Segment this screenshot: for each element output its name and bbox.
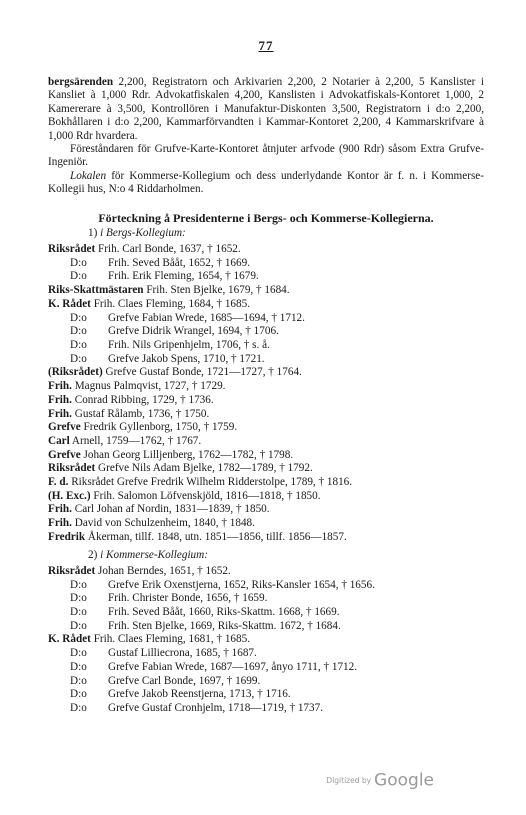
entry-text: Johan Berndes, 1651, † 1652. xyxy=(95,564,231,577)
list-item xyxy=(48,435,484,449)
entry-title: D:o xyxy=(70,578,87,591)
list-item xyxy=(48,688,484,702)
list-item xyxy=(48,579,484,593)
entry-title: D:o xyxy=(70,270,87,283)
paragraph-lokalen xyxy=(48,170,484,197)
list-item xyxy=(48,476,484,490)
entry-text: Frih. Claes Fleming, 1681, † 1685. xyxy=(90,633,251,646)
paragraph-lead: bergsärenden xyxy=(48,76,114,88)
google-watermark: Digitized by Google xyxy=(326,770,434,791)
list-item xyxy=(48,462,484,476)
section-heading: Förteckning å Presidenterne i Bergs- och Kommerse-Kollegierna. xyxy=(98,210,434,225)
entry-text: Arnell, 1759—1762, † 1767. xyxy=(69,434,202,447)
entry-text: Frih. Salomon Löfvenskjöld, 1816—1818, † 1850. xyxy=(90,489,321,502)
entry-title: Frih. xyxy=(48,380,72,393)
entry-text: Grefve Jakob Spens, 1710, † 1721. xyxy=(108,352,265,365)
list-item xyxy=(48,270,484,284)
document-page xyxy=(48,38,484,716)
list-item xyxy=(48,408,484,422)
entry-text: Grefve Carl Bonde, 1697, † 1699. xyxy=(108,674,261,687)
list-item xyxy=(48,257,484,271)
entry-title: Grefve xyxy=(48,448,81,461)
list-item xyxy=(48,243,484,257)
president-list-kommerse xyxy=(48,565,484,716)
entry-title: D:o xyxy=(70,619,87,632)
entry-title: Grefve xyxy=(48,421,81,434)
entry-title: F. d. xyxy=(48,476,69,489)
list-item xyxy=(48,298,484,312)
google-logo: Google xyxy=(374,770,434,791)
entry-title: Riksrådet xyxy=(48,462,96,475)
entry-title: Riks-Skattmästaren xyxy=(48,284,144,297)
entry-text: Grefve Fabian Wrede, 1685—1694, † 1712. xyxy=(108,311,305,324)
list-item xyxy=(48,312,484,326)
list-item xyxy=(48,490,484,504)
list-item xyxy=(48,503,484,517)
entry-title: D:o xyxy=(70,660,87,673)
entry-text: Frih. Sten Bjelke, 1679, † 1684. xyxy=(143,284,290,297)
entry-title: D:o xyxy=(70,606,87,619)
entry-text: Carl Johan af Nordin, 1831—1839, † 1850. xyxy=(71,503,270,516)
list-item xyxy=(48,449,484,463)
list-item xyxy=(48,531,484,545)
paragraph-text: för Kommerse-Kollegium och dess underlydande Kontor är f. n. i Kommerse-Kollegii hus, N:o 4 Riddarholmen. xyxy=(48,169,484,196)
entry-text: Grefve Erik Oxenstjerna, 1652, Riks-Kansler 1654, † 1656. xyxy=(108,578,375,591)
entry-text: Grefve Jakob Reenstjerna, 1713, † 1716. xyxy=(108,688,291,701)
entry-text: Frih. Claes Fleming, 1684, † 1685. xyxy=(90,297,251,310)
entry-text: Åkerman, tillf. 1848, utn. 1851—1856, tillf. 1856—1857. xyxy=(85,530,347,543)
list-item xyxy=(48,675,484,689)
entry-title: D:o xyxy=(70,688,87,701)
list-item xyxy=(48,606,484,620)
list-item xyxy=(48,517,484,531)
entry-text: Magnus Palmqvist, 1727, † 1729. xyxy=(71,380,226,393)
list-item xyxy=(48,633,484,647)
entry-text: Grefve Gustaf Cronhjelm, 1718—1719, † 1737. xyxy=(108,701,324,714)
entry-title: D:o xyxy=(70,674,87,687)
list-item xyxy=(48,339,484,353)
list-item xyxy=(48,565,484,579)
entry-title: Frih. xyxy=(48,503,72,516)
paragraph-grufve xyxy=(48,143,484,170)
entry-title: Fredrik xyxy=(48,530,86,543)
entry-title: Frih. xyxy=(48,517,72,530)
entry-text: Gustaf Lilliecrona, 1685, † 1687. xyxy=(108,647,257,660)
entry-title: (Riksrådet) xyxy=(48,366,103,379)
entry-text: Conrad Ribbing, 1729, † 1736. xyxy=(71,393,214,406)
list-item xyxy=(48,353,484,367)
entry-text: Frih. Erik Fleming, 1654, † 1679. xyxy=(108,270,259,283)
list-item xyxy=(48,620,484,634)
entry-text: Frih. Carl Bonde, 1637, † 1652. xyxy=(95,243,241,256)
entry-text: Grefve Gustaf Bonde, 1721—1727, † 1764. xyxy=(102,366,302,379)
entry-title: K. Rådet xyxy=(48,633,91,646)
entry-text: Frih. Sten Bjelke, 1669, Riks-Skattm. 1672, † 1684. xyxy=(108,619,341,632)
entry-text: Riksrådet Grefve Fredrik Wilhelm Ridderstolpe, 1789, † 1816. xyxy=(68,476,353,489)
entry-title: D:o xyxy=(70,325,87,338)
entry-text: Johan Georg Lilljenberg, 1762—1782, † 1798. xyxy=(80,448,294,461)
entry-title: (H. Exc.) xyxy=(48,489,91,502)
entry-text: Frih. Christer Bonde, 1656, † 1659. xyxy=(108,592,268,605)
paragraph-salaries xyxy=(48,76,484,143)
subsection-title-kommerse: 2) i Kommerse-Kollegium: xyxy=(88,548,208,561)
list-item xyxy=(48,380,484,394)
entry-text: Frih. Seved Bååt, 1652, † 1669. xyxy=(108,256,251,269)
entry-title: D:o xyxy=(70,647,87,660)
entry-text: Grefve Nils Adam Bjelke, 1782—1789, † 1792. xyxy=(95,462,313,475)
paragraph-text: 2,200, Registratorn och Arkivarien 2,200, 2 Notarier à 2,200, 5 Kanslister i Kansliet à 1,000 Rdr. Advokatfiskalen 4,200, Kanslisten i Advokatfiskals-Kontoret 1,000, 2 Kamererare à 3,500, Kontrollören i Manufaktur-Diskonten 3,500, Registratorn i d:o 2,200, Bokhållaren i d:o 2,200, Kammarförvandten i Kammar-Kontoret 2,200, 4 Kammarskrifvare à 1,000 Rdr hvardera. xyxy=(48,76,484,142)
entry-title: Riksrådet xyxy=(48,564,96,577)
list-item xyxy=(48,421,484,435)
paragraph-text: Föreståndaren för Grufve-Karte-Kontoret åtnjuter arfvode (900 Rdr) såsom Extra Grufve-Ingeniör. xyxy=(48,143,484,169)
entry-text: Fredrik Gyllenborg, 1750, † 1759. xyxy=(80,421,238,434)
list-item xyxy=(48,592,484,606)
entry-text: Grefve Didrik Wrangel, 1694, † 1706. xyxy=(108,325,279,338)
entry-title: D:o xyxy=(70,352,87,365)
entry-title: Frih. xyxy=(48,393,72,406)
entry-text: David von Schulzenheim, 1840, † 1848. xyxy=(71,517,255,530)
president-list-bergs xyxy=(48,243,484,544)
subsection-title-bergs: 1) i Bergs-Kollegium: xyxy=(88,226,186,239)
list-item xyxy=(48,284,484,298)
list-item xyxy=(48,366,484,380)
entry-title: Carl xyxy=(48,434,70,447)
list-item xyxy=(48,702,484,716)
list-item xyxy=(48,661,484,675)
list-item xyxy=(48,647,484,661)
entry-title: Frih. xyxy=(48,407,72,420)
entry-title: D:o xyxy=(70,256,87,269)
paragraph-lead: Lokalen xyxy=(70,169,107,182)
entry-title: D:o xyxy=(70,592,87,605)
entry-text: Gustaf Rålamb, 1736, † 1750. xyxy=(71,407,210,420)
entry-text: Frih. Seved Bååt, 1660, Riks-Skattm. 1668, † 1669. xyxy=(108,606,340,619)
page-number: 77 xyxy=(258,38,274,53)
list-item xyxy=(48,394,484,408)
entry-title: Riksrådet xyxy=(48,243,96,256)
entry-title: K. Rådet xyxy=(48,297,91,310)
entry-title: D:o xyxy=(70,311,87,324)
entry-text: Grefve Fabian Wrede, 1687—1697, ånyo 1711, † 1712. xyxy=(108,660,358,673)
entry-title: D:o xyxy=(70,701,87,714)
list-item xyxy=(48,325,484,339)
entry-title: D:o xyxy=(70,338,87,351)
entry-text: Frih. Nils Gripenhjelm, 1706, † s. å. xyxy=(108,338,270,351)
